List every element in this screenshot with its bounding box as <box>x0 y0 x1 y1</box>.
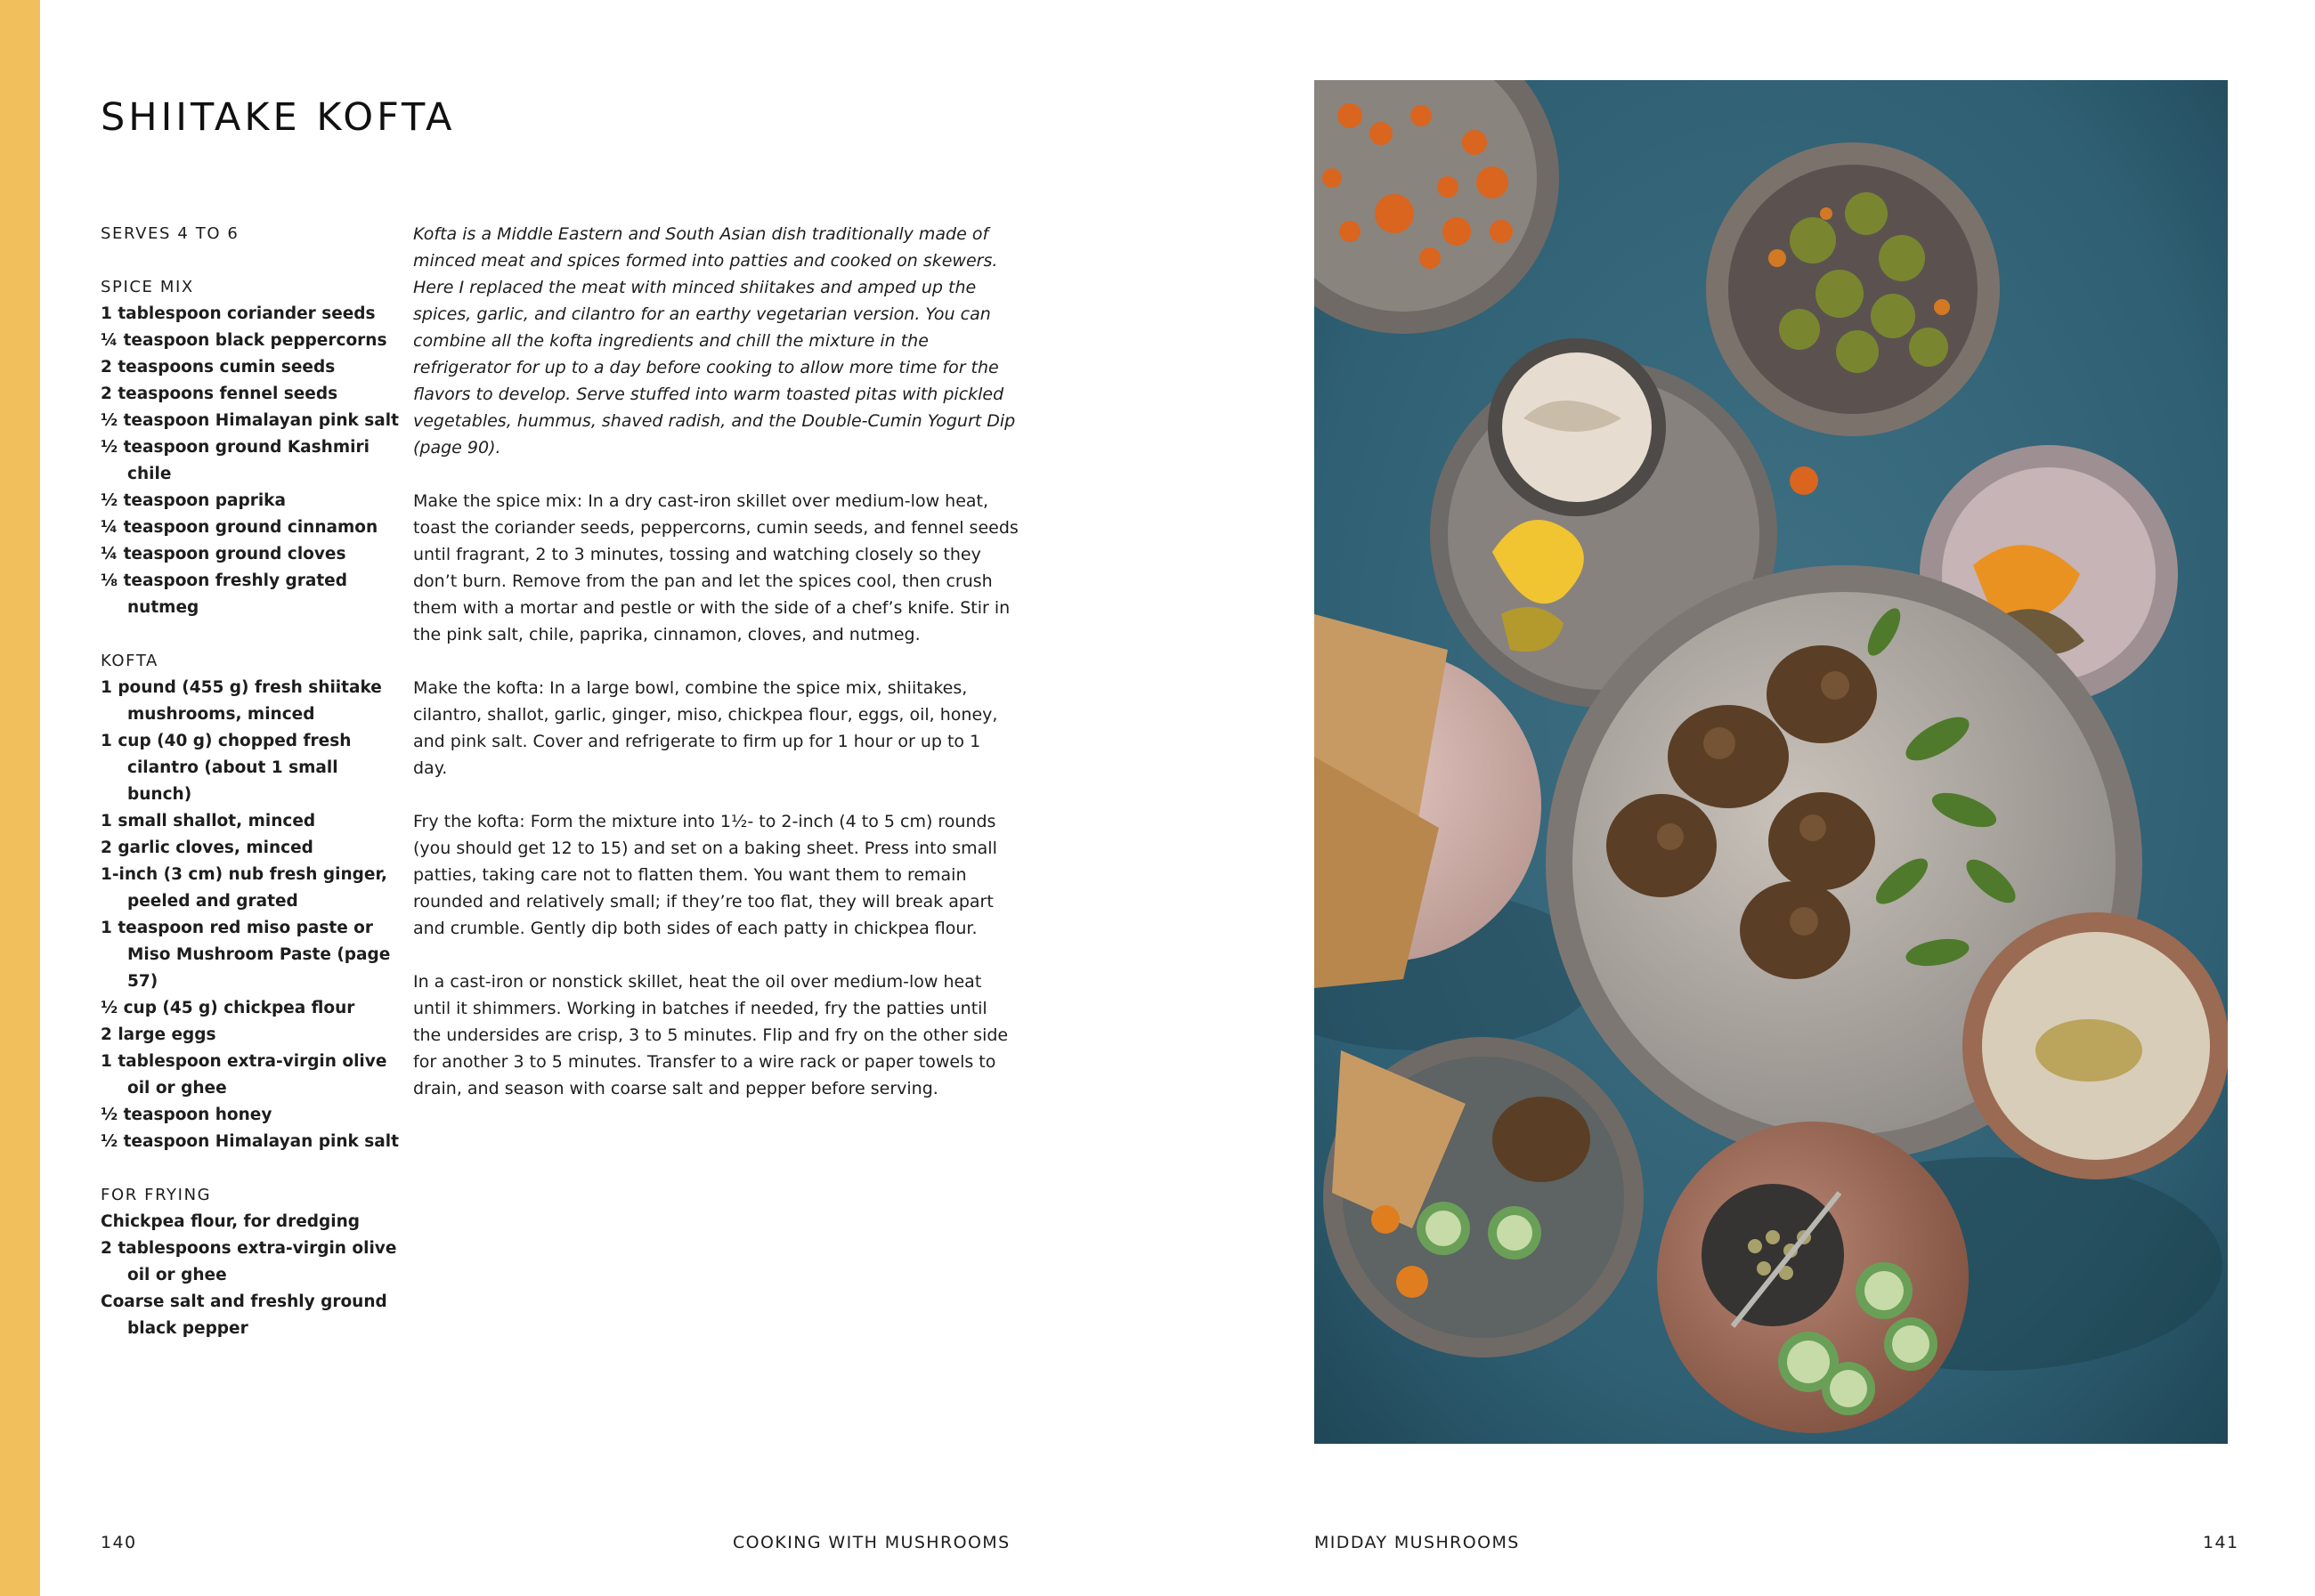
kofta-list <box>101 675 403 1155</box>
ingredient-item: ½ teaspoon Himalayan pink salt <box>101 411 399 430</box>
ingredient-item: ½ teaspoon ground Kashmiri chile <box>101 438 370 483</box>
food-photo-illustration <box>1314 80 2228 1444</box>
ingredient-item: ¼ teaspoon ground cinnamon <box>101 518 378 537</box>
section-heading-for-frying: FOR FRYING <box>101 1186 212 1204</box>
right-running-head: MIDDAY MUSHROOMS <box>1314 1533 1520 1552</box>
ingredient-item: ½ cup (45 g) chickpea flour <box>101 999 355 1017</box>
ingredient-item: 1 pound (455 g) fresh shiitake mushrooms, minced <box>101 678 382 724</box>
recipe-title: SHIITAKE KOFTA <box>101 94 456 140</box>
page-edge-color-band <box>0 0 40 1596</box>
ingredient-item: 1-inch (3 cm) nub fresh ginger, peeled and grated <box>101 865 387 911</box>
method-step: Make the spice mix: In a dry cast-iron skillet over medium-low heat, toast the coriander seeds, peppercorns, cumin seeds, and fennel seeds until fragrant, 2 to 3 minutes, tossing and watching closely so they don’t burn. Remove from the pan and let the spices cool, then crush them with a mortar and pestle or with the side of a chef’s knife. Stir in the pink salt, chile, paprika, cinnamon, cloves, and nutmeg. <box>413 491 1019 644</box>
ingredient-item: Coarse salt and freshly ground black pepper <box>101 1292 387 1338</box>
method-step: In a cast-iron or nonstick skillet, heat the oil over medium-low heat until it shimmers. Working in batches if needed, fry the patties until the undersides are crisp, 3 to 5 minutes. Flip and fry on the other side for another 3 to 5 minutes. Transfer to a wire rack or paper towels to drain, and season with coarse salt and pepper before serving. <box>413 972 1009 1098</box>
section-heading-kofta: KOFTA <box>101 652 158 670</box>
ingredient-item: 2 large eggs <box>101 1025 216 1044</box>
method-column <box>413 221 1019 1129</box>
ingredient-item: 1 cup (40 g) chopped fresh cilantro (about 1 small bunch) <box>101 732 352 804</box>
ingredient-item: ¼ teaspoon ground cloves <box>101 545 346 563</box>
ingredient-item: 1 tablespoon coriander seeds <box>101 304 376 323</box>
ingredient-item: ½ teaspoon paprika <box>101 491 286 510</box>
recipe-intro: Kofta is a Middle Eastern and South Asian dish traditionally made of minced meat and spices formed into patties and cooked on skewers. Here I replaced the meat with minced shiitakes and amped up the spices, garlic, and cilantro for an earthy vegetarian version. You can combine all the kofta ingredients and chill the mixture in the refrigerator for up to a day before cooking to allow more time for the flavors to develop. Serve stuffed into warm toasted pitas with pickled vegetables, hummus, shaved radish, and the Double-Cumin Yogurt Dip (page 90). <box>413 224 1016 458</box>
ingredient-item: ¼ teaspoon black peppercorns <box>101 331 387 350</box>
ingredient-item: 2 tablespoons extra-virgin olive oil or ghee <box>101 1239 397 1284</box>
right-page-number: 141 <box>2203 1533 2239 1552</box>
ingredient-item: Chickpea flour, for dredging <box>101 1212 361 1231</box>
frying-list <box>101 1209 403 1342</box>
method-step: Fry the kofta: Form the mixture into 1½- to 2-inch (4 to 5 cm) rounds (you should get 12 to 15) and set on a baking sheet. Press into small patties, taking care not to flatten them. You want them to remain rounded and relatively small; if they’re too flat, they will break apart and crumble. Gently dip both sides of each patty in chickpea flour. <box>413 812 997 938</box>
left-running-head: COOKING WITH MUSHROOMS <box>733 1533 1011 1552</box>
serves-note: SERVES 4 TO 6 <box>101 224 240 243</box>
ingredient-item: 2 teaspoons fennel seeds <box>101 385 338 403</box>
left-page-number: 140 <box>101 1533 137 1552</box>
ingredient-item: 1 small shallot, minced <box>101 812 316 830</box>
ingredient-item: 1 teaspoon red miso paste or Miso Mushroom Paste (page 57) <box>101 919 391 991</box>
ingredient-item: ½ teaspoon Himalayan pink salt <box>101 1132 399 1151</box>
ingredient-item: 1 tablespoon extra-virgin olive oil or ghee <box>101 1052 387 1098</box>
ingredients-column <box>101 221 403 1369</box>
ingredient-item: ⅛ teaspoon freshly grated nutmeg <box>101 571 347 617</box>
spice-mix-list <box>101 301 403 621</box>
method-step: Make the kofta: In a large bowl, combine the spice mix, shiitakes, cilantro, shallot, garlic, ginger, miso, chickpea flour, eggs, oil, honey, and pink salt. Cover and refrigerate to firm up for 1 hour or up to 1 day. <box>413 678 998 778</box>
food-photo <box>1314 80 2228 1444</box>
ingredient-item: 2 garlic cloves, minced <box>101 839 313 857</box>
ingredient-item: ½ teaspoon honey <box>101 1106 272 1124</box>
ingredient-item: 2 teaspoons cumin seeds <box>101 358 336 377</box>
section-heading-spice-mix: SPICE MIX <box>101 278 194 296</box>
